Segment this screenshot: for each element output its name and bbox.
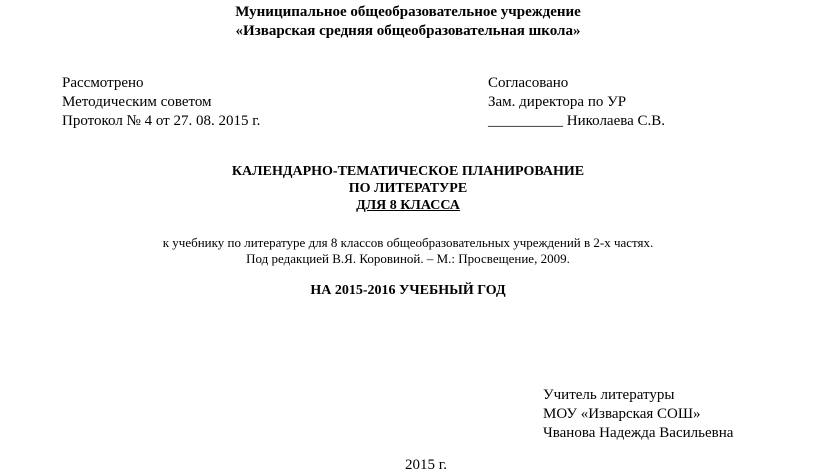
- document-title-line-2: ПО ЛИТЕРАТУРЕ: [348, 181, 468, 196]
- document-title-line-3: [0, 197, 816, 215]
- approval-right-line-3: __________ Николаева С.В.: [488, 113, 666, 129]
- approval-left-line-3: Протокол № 4 от 27. 08. 2015 г.: [62, 113, 261, 129]
- document-title-line-1: КАЛЕНДАРНО-ТЕМАТИЧЕСКОЕ ПЛАНИРОВАНИЕ: [231, 164, 585, 179]
- approval-right-line-1: Согласовано: [488, 75, 569, 91]
- approval-left-line-1: Рассмотрено: [62, 75, 144, 91]
- textbook-line-1: к учебнику по литературе для 8 классов общеобразовательных учреждений в 2-х частях.: [162, 235, 654, 250]
- approval-right-line-2: Зам. директора по УР: [488, 94, 627, 110]
- teacher-line-1: Учитель литературы: [543, 387, 675, 403]
- textbook-line-2: Под редакцией В.Я. Коровиной. – М.: Просвещение, 2009.: [246, 251, 570, 266]
- teacher-line-2: МОУ «Изварская СОШ»: [543, 406, 701, 422]
- footer-year: 2015 г.: [405, 457, 447, 473]
- school-header-line-1: Муниципальное общеобразовательное учреждение: [235, 4, 581, 20]
- school-year: НА 2015-2016 УЧЕБНЫЙ ГОД: [310, 283, 506, 298]
- approval-left-line-2: Методическим советом: [62, 94, 212, 110]
- document-title-class: ДЛЯ 8 КЛАССА: [356, 198, 460, 213]
- school-header-line-2: «Изварская средняя общеобразовательная школа»: [235, 23, 581, 39]
- teacher-line-3: Чванова Надежда Васильевна: [543, 425, 734, 441]
